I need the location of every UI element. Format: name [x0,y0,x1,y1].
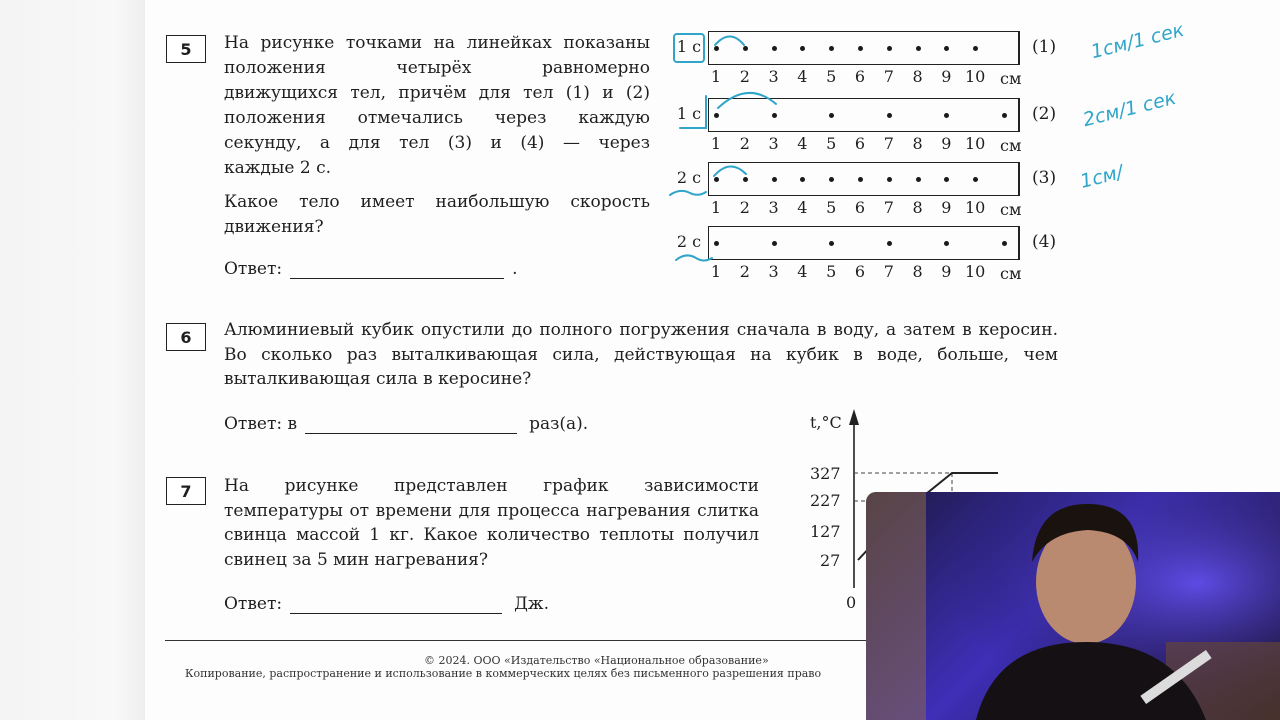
ruler-tick-label: 10 [965,67,986,86]
ruler-body-label: (3) [1032,168,1057,188]
ruler-tick-label: 3 [768,134,779,153]
position-dot [858,177,863,182]
position-dot [714,46,719,51]
ruler-tick-label: 6 [854,262,866,281]
ruler-time-interval: 2 с [676,168,702,187]
ruler-tick-label: 1 [710,67,722,86]
position-dot [916,46,921,51]
task-7-number: 7 [166,477,206,505]
answer-blank[interactable] [305,416,517,434]
position-dot [887,177,892,182]
ruler-tick-label: 10 [965,198,986,217]
ruler-tick-label: 7 [883,134,894,153]
position-dot [916,177,921,182]
ruler-tick-label: 4 [797,198,808,217]
ruler-unit: см [1000,136,1022,155]
ruler-tick-label: 1 [710,198,722,217]
task-5-question: Какое тело имеет наибольшую скорость движения? [224,192,650,237]
ruler-row [672,226,1072,283]
ruler-bar [708,226,1020,260]
footer-rights: Копирование, распространение и использование в коммерческих целях без письменного разрешения право [185,667,822,680]
answer-unit: Дж. [514,594,549,614]
answer-label: Ответ: [224,594,283,614]
task-5-line: каждые 2 с. [224,158,332,178]
ruler-tick-label: 9 [941,67,952,86]
graph-ylabel: t,°C [810,413,842,432]
ruler-unit: см [1000,264,1022,283]
graph-tick: 327 [810,464,841,483]
ruler-tick-label: 2 [739,134,750,153]
ruler-tick-label: 9 [941,134,952,153]
task-5-number: 5 [166,35,206,63]
ruler-tick-label: 1 [710,134,722,153]
position-dot [887,46,892,51]
graph-tick: 127 [810,522,841,541]
ruler-bar [708,98,1020,132]
ruler-tick-label: 3 [768,262,779,281]
ruler-tick-label: 2 [739,198,750,217]
ruler-time-interval: 1 с [676,37,702,56]
ruler-tick-label: 6 [854,198,866,217]
task-5-line: положения четырёх равномерно [224,58,650,78]
task-6-text: Алюминиевый кубик опустили до полного погружения сначала в воду, а затем в керосин. Во сколько раз выталкивающая сила, действующая на кубик в воде, больше, чем выталкивающая сила в керосине? [224,320,1058,389]
position-dot [1002,113,1007,118]
footer-divider [165,640,925,641]
ruler-tick-label: 9 [941,262,952,281]
ruler-tick-label: 8 [912,262,923,281]
ruler-unit: см [1000,200,1022,219]
ruler-tick-label: 4 [797,67,808,86]
position-dot [772,241,777,246]
task-5-line: секунду, а для тел (3) и (4) — через [224,133,650,153]
left-margin [0,0,145,720]
position-dot [714,177,719,182]
position-dot [772,177,777,182]
ruler-tick-label: 4 [797,262,808,281]
ruler-body-label: (1) [1032,37,1057,57]
ruler-tick-label: 3 [768,67,779,86]
ruler-row [672,31,1072,88]
ruler-tick-label: 7 [883,198,894,217]
position-dot [887,241,892,246]
ruler-tick-label: 5 [826,67,837,86]
ruler-time-interval: 1 с [676,104,702,123]
answer-blank[interactable] [290,596,502,614]
ruler-tick-label: 7 [883,262,894,281]
answer-unit: раз(а). [529,414,589,434]
ruler-tick-label: 6 [854,67,866,86]
ruler-tick-label: 3 [768,198,779,217]
position-dot [1002,241,1007,246]
ruler-tick-label: 2 [739,262,750,281]
ruler-tick-label: 6 [854,134,866,153]
ruler-tick-label: 1 [710,262,722,281]
task-5-line: движущихся тел, причём для тел (1) и (2) [224,83,650,103]
ruler-tick-label: 10 [965,134,986,153]
annotation-note: 2см/1 сек [1080,86,1179,132]
ruler-tick-label: 5 [826,198,837,217]
position-dot [887,113,892,118]
ruler-tick-label: 8 [912,134,923,153]
ruler-unit: см [1000,69,1022,88]
task-6-number: 6 [166,323,206,351]
position-dot [743,46,748,51]
ruler-tick-label: 5 [826,134,837,153]
ruler-tick-label: 4 [797,134,808,153]
ruler-tick-label: 10 [965,262,986,281]
annotation-note: 1см/1 сек [1088,18,1187,64]
task-7-answer [224,594,549,614]
ruler-row [672,162,1072,219]
graph-origin: 0 [846,593,857,612]
answer-label: Ответ: [224,259,283,279]
ruler-time-interval: 2 с [676,232,702,251]
ruler-tick-label: 7 [883,67,894,86]
ruler-row [672,98,1072,155]
task-5-line: На рисунке точками на линейках показаны [224,33,650,53]
position-dot [714,241,719,246]
task-6-answer [224,414,588,434]
footer-copyright: © 2024. ООО «Издательство «Национальное образование» [424,654,769,667]
answer-end: . [512,259,518,279]
answer-blank[interactable] [290,261,504,279]
ruler-tick-label: 2 [739,67,750,86]
ruler-body-label: (2) [1032,104,1057,124]
ruler-tick-label: 9 [941,198,952,217]
task-5-answer [224,259,518,279]
graph-tick: 27 [820,551,841,570]
ruler-tick-label: 8 [912,198,923,217]
task-5-line: положения отмечались через каждую [224,108,650,128]
position-dot [772,46,777,51]
task-7-text: На рисунке представлен график зависимости температуры от времени для процесса нагревания слитка свинца массой 1 кг. Какое количество теплоты получил свинец за 5 мин нагревания? [224,476,759,570]
position-dot [772,113,777,118]
ruler-tick-label: 5 [826,262,837,281]
position-dot [743,177,748,182]
annotation-note: 1см/ [1077,161,1126,193]
graph-tick: 227 [810,491,841,510]
webcam-overlay [866,492,1280,720]
answer-label: Ответ: в [224,414,298,434]
position-dot [858,46,863,51]
ruler-tick-label: 8 [912,67,923,86]
position-dot [714,113,719,118]
ruler-body-label: (4) [1032,232,1057,252]
presenter-image [866,492,1280,720]
